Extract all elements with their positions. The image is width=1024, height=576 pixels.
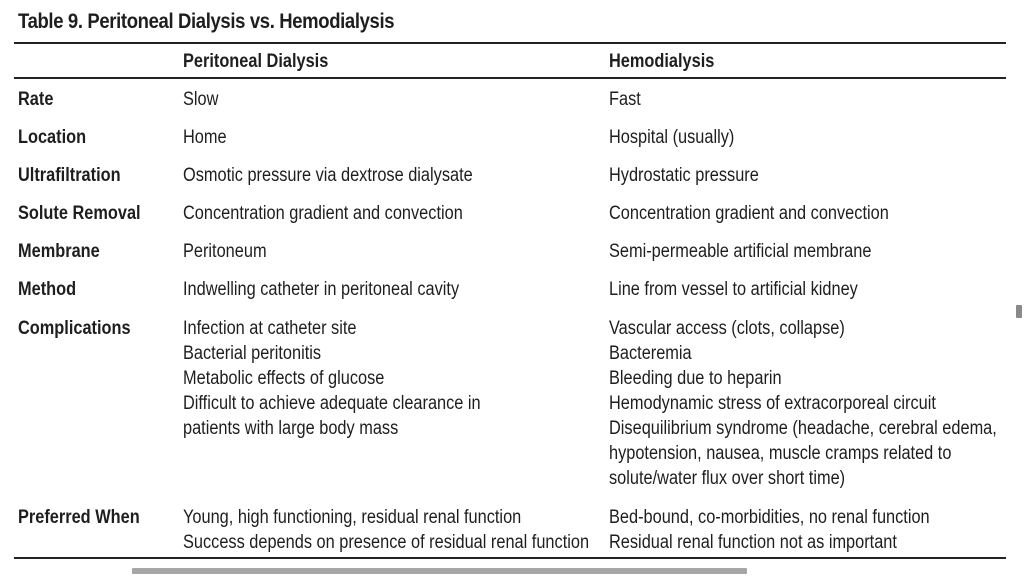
- cell-location-hd: Hospital (usually): [609, 127, 735, 148]
- cell-preferred-when-pd-line-2: Success depends on presence of residual renal function: [183, 532, 590, 553]
- cell-solute-removal-pd: Concentration gradient and convection: [183, 203, 463, 224]
- cell-complications-pd-line-3: Metabolic effects of glucose: [183, 368, 385, 389]
- row-label-solute-removal: Solute Removal: [18, 203, 141, 224]
- cell-ultrafiltration-hd: Hydrostatic pressure: [609, 165, 759, 186]
- cell-complications-pd-line-4: Difficult to achieve adequate clearance in: [183, 393, 481, 414]
- cell-preferred-when-pd-line-1: Young, high functioning, residual renal function: [183, 507, 522, 528]
- row-label-complications: Complications: [18, 318, 131, 339]
- cell-method-hd: Line from vessel to artificial kidney: [609, 279, 858, 300]
- cell-membrane-hd: Semi-permeable artificial membrane: [609, 241, 872, 262]
- cell-rate-pd: Slow: [183, 89, 219, 110]
- cell-complications-pd-line-5: patients with large body mass: [183, 418, 399, 439]
- top-rule: [14, 42, 1006, 44]
- cell-complications-hd-line-7: solute/water flux over short time): [609, 468, 846, 489]
- cell-ultrafiltration-pd: Osmotic pressure via dextrose dialysate: [183, 165, 473, 186]
- cell-preferred-when-hd-line-1: Bed-bound, co-morbidities, no renal function: [609, 507, 930, 528]
- column-header-peritoneal-dialysis: Peritoneal Dialysis: [183, 51, 329, 72]
- cell-complications-hd-line-2: Bacteremia: [609, 343, 692, 364]
- cell-method-pd: Indwelling catheter in peritoneal cavity: [183, 279, 460, 300]
- cell-complications-hd-line-4: Hemodynamic stress of extracorporeal circuit: [609, 393, 936, 414]
- horizontal-scrollbar-thumb[interactable]: [132, 568, 747, 574]
- row-label-preferred-when: Preferred When: [18, 507, 140, 528]
- cell-solute-removal-hd: Concentration gradient and convection: [609, 203, 889, 224]
- table-title: Table 9. Peritoneal Dialysis vs. Hemodialysis: [18, 10, 395, 33]
- cell-complications-pd-line-1: Infection at catheter site: [183, 318, 357, 339]
- cell-complications-hd-line-3: Bleeding due to heparin: [609, 368, 782, 389]
- row-label-membrane: Membrane: [18, 241, 100, 262]
- column-header-hemodialysis: Hemodialysis: [609, 51, 715, 72]
- row-label-rate: Rate: [18, 89, 54, 110]
- cell-preferred-when-hd-line-2: Residual renal function not as important: [609, 532, 897, 553]
- header-rule: [14, 77, 1006, 79]
- cell-complications-pd-line-2: Bacterial peritonitis: [183, 343, 322, 364]
- cell-complications-hd-line-5: Disequilibrium syndrome (headache, cerebral edema,: [609, 418, 997, 439]
- bottom-rule: [14, 557, 1006, 559]
- cell-rate-hd: Fast: [609, 89, 641, 110]
- row-label-method: Method: [18, 279, 77, 300]
- vertical-scrollbar-thumb[interactable]: [1016, 305, 1022, 318]
- cell-complications-hd-line-6: hypotension, nausea, muscle cramps related to: [609, 443, 952, 464]
- cell-complications-hd-line-1: Vascular access (clots, collapse): [609, 318, 845, 339]
- row-label-location: Location: [18, 127, 87, 148]
- row-label-ultrafiltration: Ultrafiltration: [18, 165, 121, 186]
- cell-location-pd: Home: [183, 127, 227, 148]
- cell-membrane-pd: Peritoneum: [183, 241, 267, 262]
